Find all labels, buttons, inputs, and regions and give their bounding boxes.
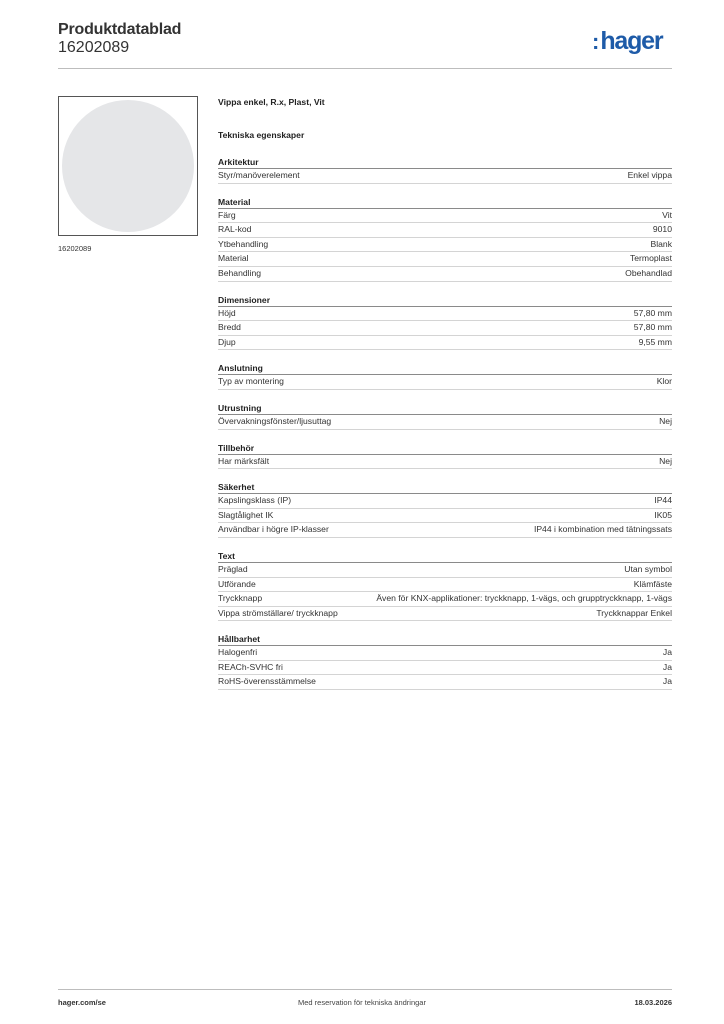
spec-row [218,169,672,184]
spec-value: Nej [659,415,672,426]
spec-row [218,209,672,224]
spec-section [218,156,672,184]
footer-disclaimer: Med reservation för tekniska ändringar [298,998,426,1007]
spec-label: Kapslingsklass (IP) [218,495,292,506]
spec-value: 9,55 mm [638,336,672,347]
spec-section-title: Text [218,550,236,561]
spec-label: Material [218,253,249,264]
spec-value: 57,80 mm [633,307,672,318]
spec-row [218,336,672,351]
spec-value: IK05 [654,509,672,520]
spec-label: Har märksfält [218,455,270,466]
spec-row [218,592,672,607]
spec-label: Präglad [218,563,248,574]
spec-row [218,563,672,578]
technical-properties-heading: Tekniska egenskaper [218,130,305,140]
spec-label: Höjd [218,307,236,318]
spec-value: Enkel vippa [627,170,672,180]
spec-label: Ytbehandling [218,238,269,249]
spec-row [218,455,672,470]
spec-section-title: Utrustning [218,402,262,413]
spec-row [218,509,672,524]
spec-row [218,267,672,282]
footer-website: hager.com/se [58,998,106,1007]
hager-logo: :hager [592,27,663,55]
spec-section [218,481,672,538]
spec-row [218,321,672,336]
spec-label: Typ av montering [218,376,284,387]
footer-date: 18.03.2026 [634,998,672,1007]
spec-section [218,633,672,690]
spec-row [218,675,672,690]
spec-section [218,196,672,282]
spec-row [218,252,672,267]
spec-value: Ja [662,647,672,658]
spec-row [218,415,672,430]
spec-value: Ja [662,676,672,687]
spec-label: Styr/manöverelement [218,170,300,180]
header-divider [58,68,672,69]
spec-section-title: Dimensioner [218,294,271,305]
spec-panel [218,96,672,690]
spec-row [218,578,672,593]
spec-row [218,494,672,509]
spec-label: RoHS-överensstämmelse [218,676,316,687]
spec-row [218,661,672,676]
spec-label: Djup [218,336,236,347]
spec-value: Klämfäste [633,578,672,589]
spec-value: 9010 [652,224,672,235]
logo-text: hager [600,27,663,55]
spec-label: Övervakningsfönster/ljusuttag [218,415,332,426]
spec-label: Tryckknapp [218,593,263,604]
spec-label: Utförande [218,578,256,589]
spec-row [218,238,672,253]
spec-value: Klor [656,376,672,387]
spec-label: Användbar i högre IP-klasser [218,524,329,535]
spec-label: REACh-SVHC fri [218,661,283,672]
spec-section-title: Hållbarhet [218,634,261,645]
spec-section-title: Anslutning [218,363,263,374]
spec-row [218,307,672,322]
footer-divider [58,989,672,990]
spec-section-title: Material [218,196,251,207]
spec-row [218,375,672,390]
spec-value: Ja [662,661,672,672]
spec-section-title: Säkerhet [218,482,255,493]
spec-section [218,294,672,351]
product-number: 16202089 [58,39,130,56]
document-title: Produktdatablad [58,21,182,38]
spec-section-title: Arkitektur [218,157,259,167]
spec-section [218,402,672,430]
spec-value: Obehandlad [625,267,672,278]
spec-value: Termoplast [629,253,672,264]
spec-value: IP44 i kombination med tätningssats [533,524,672,535]
spec-label: Halogenfri [218,647,258,658]
spec-value: IP44 [654,495,672,506]
spec-row [218,523,672,538]
spec-label: Bredd [218,322,241,333]
spec-value: Även för KNX-applikationer: tryckknapp, 1-vägs, och grupptryckknapp, 1-vägs [376,593,672,604]
spec-value: Nej [659,455,672,466]
product-name: Vippa enkel, R.x, Plast, Vit [218,97,325,107]
spec-value: Blank [650,238,672,249]
spec-section [218,550,672,621]
spec-row [218,223,672,238]
spec-row [218,607,672,622]
spec-label: Färg [218,209,236,220]
spec-value: Vit [662,209,672,220]
spec-label: RAL-kod [218,224,252,235]
product-image [58,96,198,236]
spec-row [218,646,672,661]
spec-label: Behandling [218,267,262,278]
spec-value: Tryckknappar Enkel [596,607,672,618]
spec-label: Slagtålighet IK [218,509,274,520]
spec-section-title: Tillbehör [218,442,255,453]
product-image-disc [62,100,194,232]
product-image-caption: 16202089 [58,244,92,253]
spec-label: Vippa strömställare/ tryckknapp [218,607,338,618]
spec-value: 57,80 mm [633,322,672,333]
spec-value: Utan symbol [624,563,672,574]
spec-sections [218,156,672,690]
spec-section [218,442,672,470]
spec-section [218,362,672,390]
